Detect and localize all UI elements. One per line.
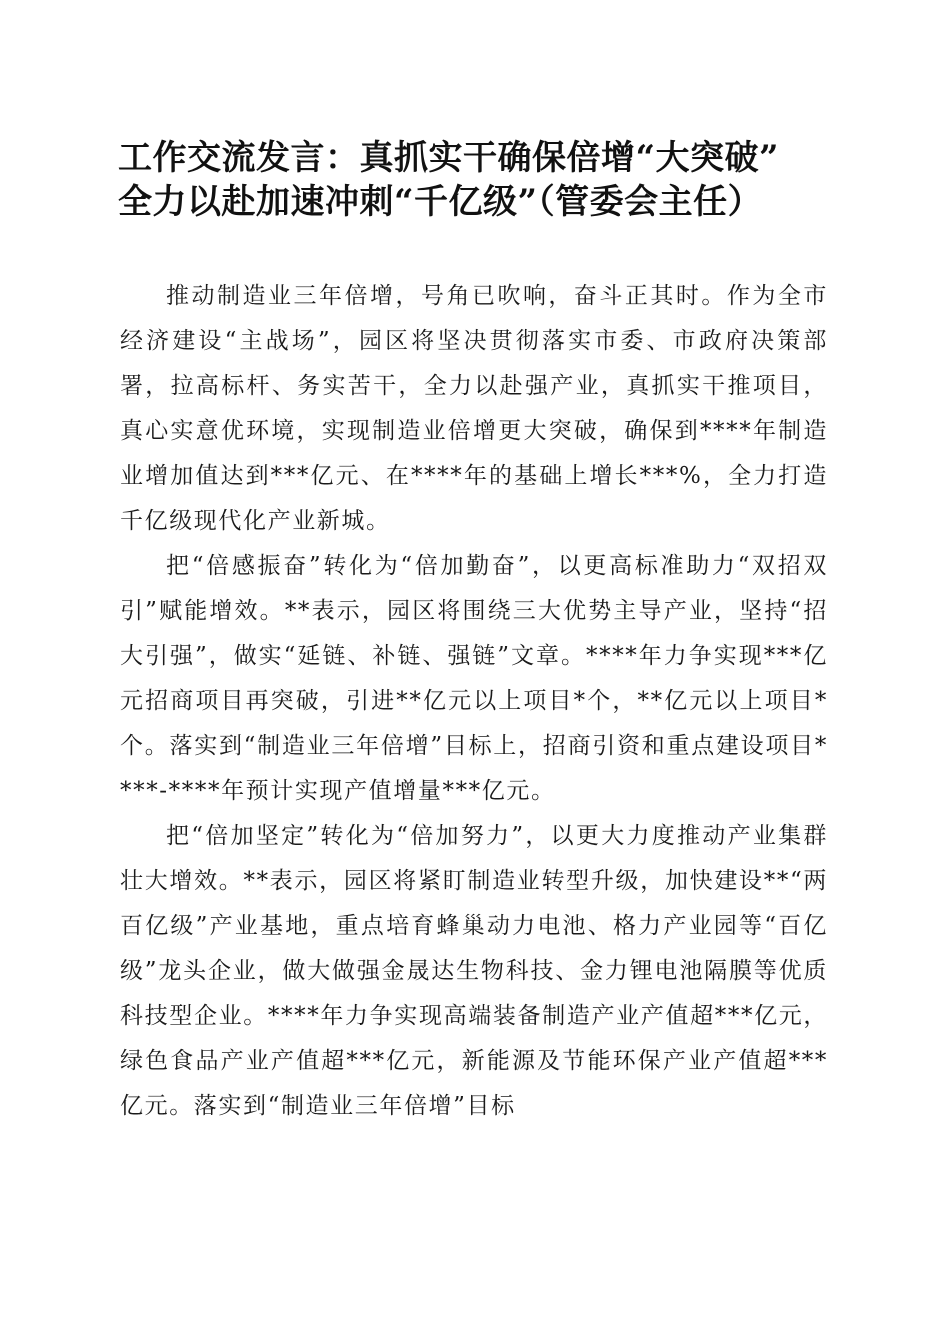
paragraph-3: 把“倍加坚定”转化为“倍加努力”，以更大力度推动产业集群壮大增效。**表示，园区将紧盯制造业转型升级，加快建设**“两百亿级”产业基地，重点培育蜂巢动力电池、格力产业园等“百亿级”龙头企业，做大做强金晟达生物科技、金力锂电池隔膜等优质科技型企业。****年力争实现高端装备制造产业产值超***亿元，绿色食品产业产值超***亿元，新能源及节能环保产业产值超***亿元。落实到“制造业三年倍增”目标 (120, 823, 828, 1119)
title-line-1: 工作交流发言：真抓实干确保倍增“大突破” (118, 138, 780, 178)
title-line-2: 全力以赴加速冲刺“千亿级”（管委会主任） (118, 182, 763, 222)
paragraph-1: 推动制造业三年倍增，号角已吹响，奋斗正其时。作为全市经济建设“主战场”，园区将坚决贯彻落实市委、市政府决策部署，拉高标杆、务实苦干，全力以赴强产业，真抓实干推项目，真心实意优环境，实现制造业倍增更大突破，确保到****年制造业增加值达到***亿元、在****年的基础上增长***%，全力打造千亿级现代化产业新城。 (120, 283, 828, 534)
paragraph-2: 把“倍感振奋”转化为“倍加勤奋”，以更高标准助力“双招双引”赋能增效。**表示，园区将围绕三大优势主导产业，坚持“招大引强”，做实“延链、补链、强链”文章。****年力争实现***亿元招商项目再突破，引进**亿元以上项目*个，**亿元以上项目*个。落实到“制造业三年倍增”目标上，招商引资和重点建设项目****-****年预计实现产值增量***亿元。 (120, 553, 828, 804)
document-body (120, 274, 828, 1129)
document-title (118, 136, 838, 224)
